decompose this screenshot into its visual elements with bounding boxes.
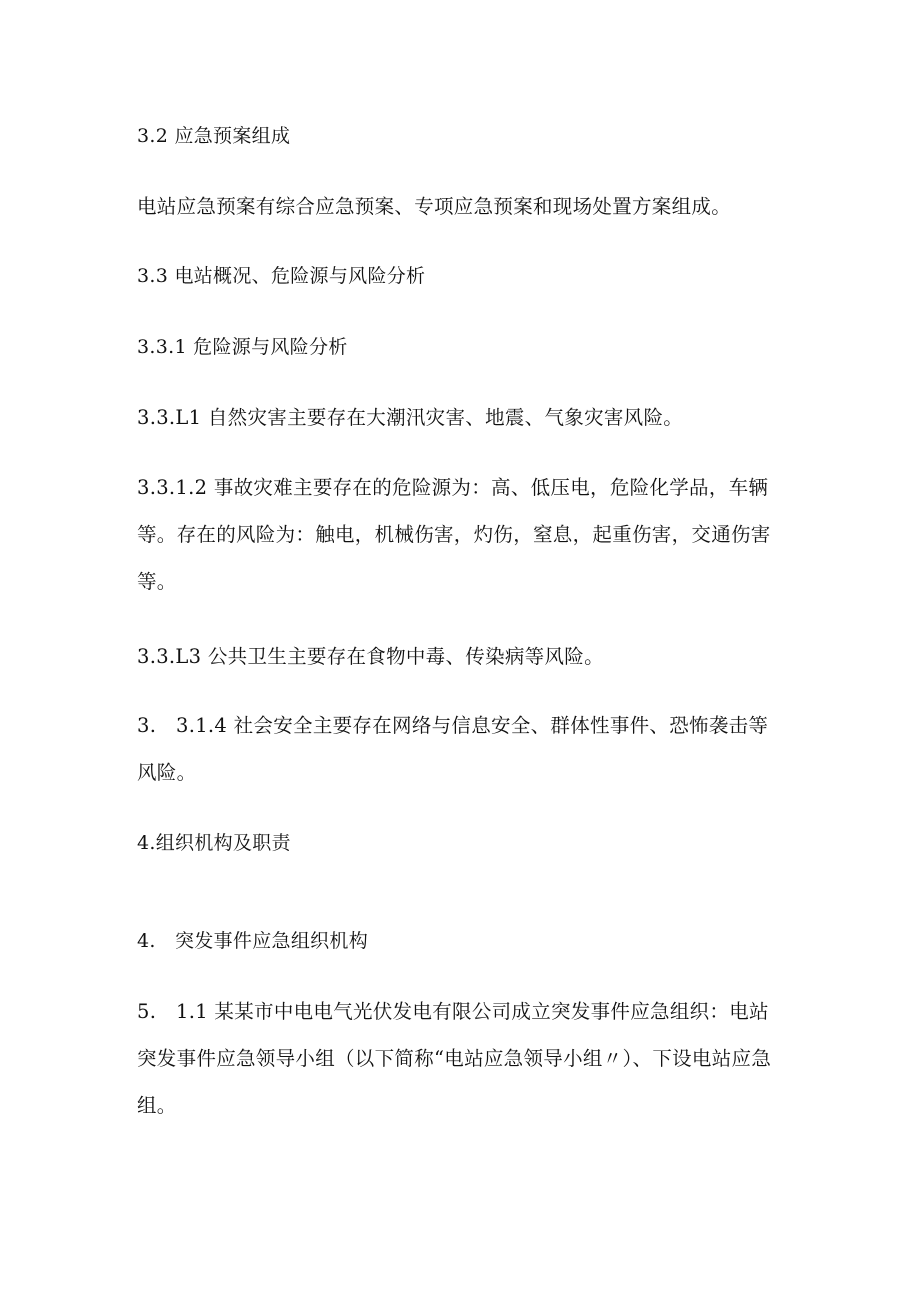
section-heading-3-3: 3.3 电站概况、危险源与风险分析: [137, 265, 426, 287]
body-paragraph: 3.3.1.2 事故灾难主要存在的危险源为：高、低压电，危险化学品，车辆等。存在的风险为：触电，机械伤害，灼伤，窒息，起重伤害，交通伤害等。: [137, 476, 771, 593]
section-heading-4: 4.组织机构及职责: [137, 832, 291, 854]
body-paragraph: 3.3.L1 自然灾害主要存在大潮汛灾害、地震、气象灾害风险。: [137, 406, 684, 429]
body-paragraph: 5. 1.1 某某市中电电气光伏发电有限公司成立突发事件应急组织：电站突发事件应急领导小组（以下简称“电站应急领导小组〃）、下设电站应急组。: [137, 1000, 772, 1117]
body-paragraph: 3. 3.1.4 社会安全主要存在网络与信息安全、群体性事件、恐怖袭击等风险。: [137, 714, 769, 784]
body-paragraph: 3.3.L3 公共卫生主要存在食物中毒、传染病等风险。: [137, 645, 604, 668]
section-heading-4-1: 4. 突发事件应急组织机构: [137, 930, 369, 952]
section-heading-3-2: 3.2 应急预案组成: [137, 125, 291, 147]
body-paragraph: 电站应急预案有综合应急预案、专项应急预案和现场处置方案组成。: [137, 195, 732, 218]
section-heading-3-3-1: 3.3.1 危险源与风险分析: [137, 336, 348, 358]
